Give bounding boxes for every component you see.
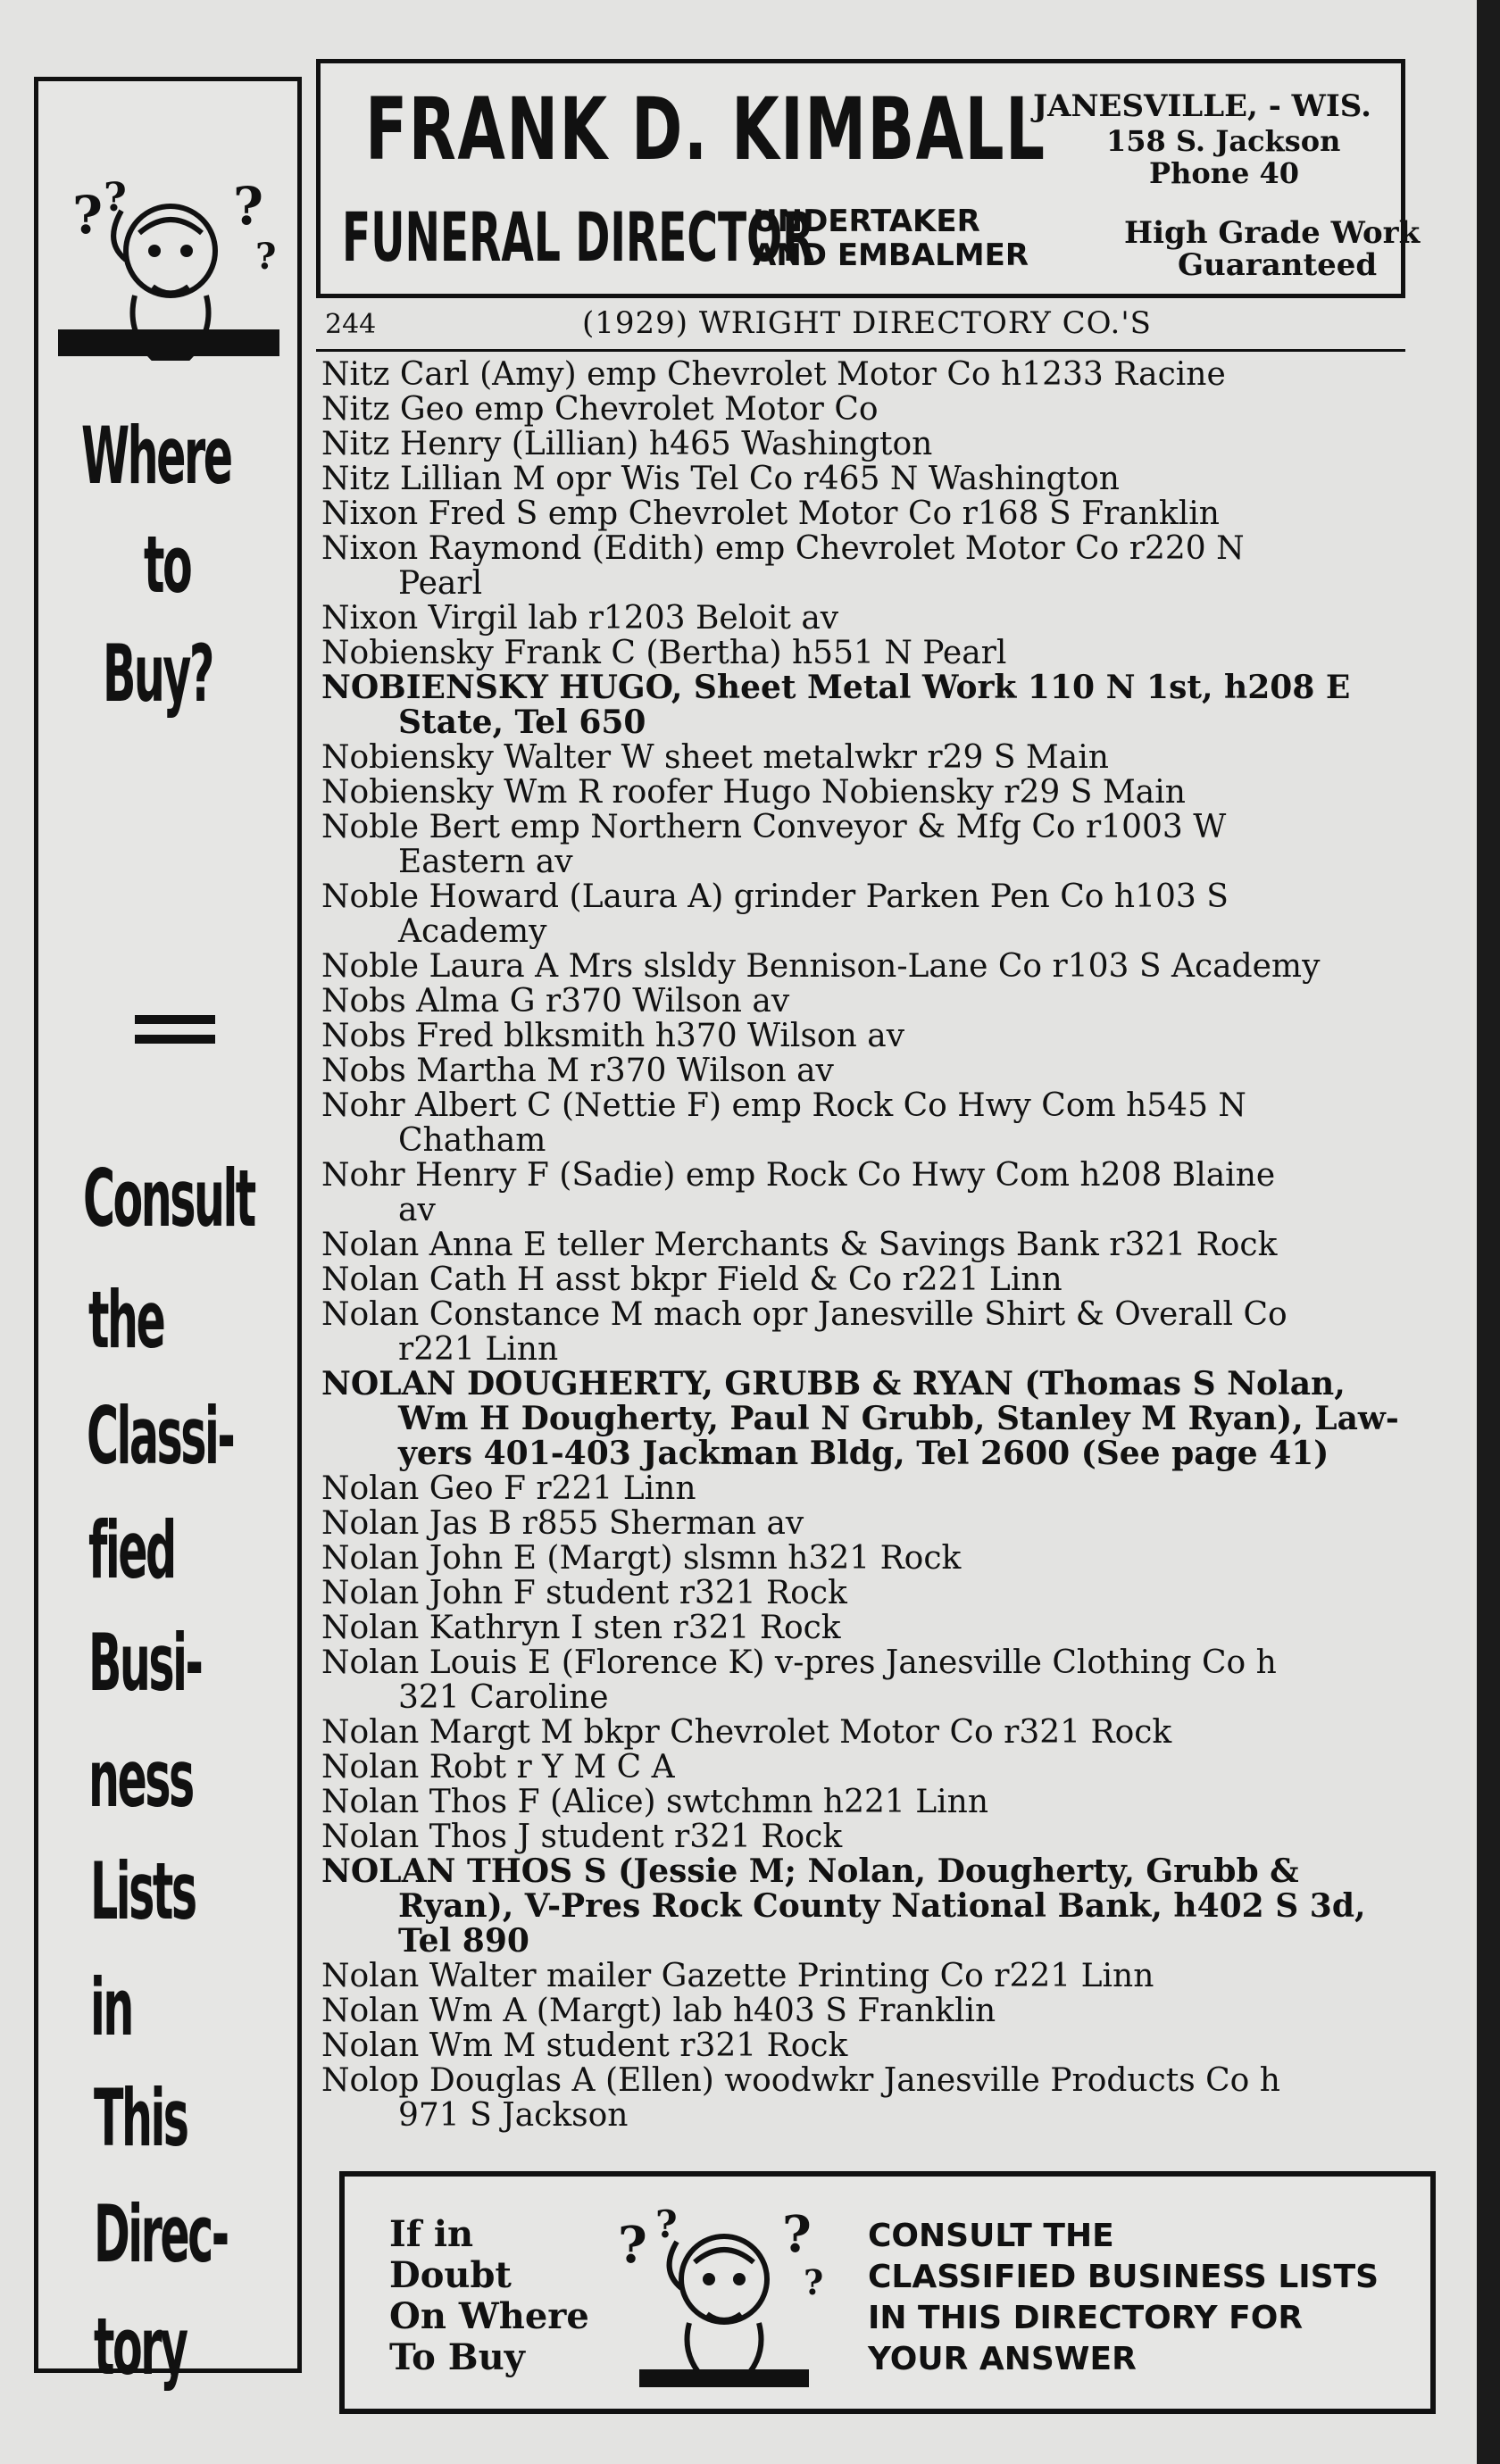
entry-line: Nolan Wm A (Margt) lab h403 S Franklin — [321, 1993, 996, 2029]
directory-entry — [321, 1471, 1429, 1506]
directory-entry — [321, 2063, 1429, 2133]
directory-entry — [321, 601, 1429, 636]
entry-continuation-line: State, Tel 650 — [398, 703, 646, 741]
entry-line: Nitz Lillian M opr Wis Tel Co r465 N Washington — [321, 461, 1120, 497]
funeral-director-ad — [316, 59, 1421, 298]
bottom-advertisement — [339, 2171, 1436, 2414]
directory-entry — [321, 2028, 1429, 2063]
svg-text:?: ? — [233, 176, 263, 237]
entry-continuation-line: Eastern av — [398, 844, 573, 880]
entry-continuation-line: av — [398, 1192, 436, 1228]
thinking-boy-icon — [612, 2194, 836, 2391]
entry-line: Nobs Alma G r370 Wilson av — [321, 983, 790, 1020]
bottom-ad-line: IN THIS DIRECTORY FOR — [868, 2300, 1304, 2336]
left-ad-word: fied — [88, 1504, 175, 1596]
services-line: AND EMBALMER — [753, 237, 1029, 273]
directory-entry — [321, 775, 1429, 810]
entry-line: Nolan Walter mailer Gazette Printing Co r221 Linn — [321, 1958, 1154, 1994]
directory-entry — [321, 1541, 1429, 1576]
svg-text:?: ? — [104, 175, 127, 221]
entry-line: Nolan Constance M mach opr Janesville Shirt & Overall Co — [321, 1296, 1288, 1333]
entry-continuation-line: Pearl — [398, 565, 483, 602]
guarantee-line: High Grade Work — [1124, 215, 1421, 251]
entry-line: Noble Howard (Laura A) grinder Parken Pen Co h103 S — [321, 878, 1229, 915]
directory-entry — [321, 1053, 1429, 1088]
directory-entry — [321, 879, 1429, 949]
left-ad-word: Lists — [90, 1845, 196, 1937]
svg-text:?: ? — [255, 236, 277, 278]
svg-text:?: ? — [618, 2216, 647, 2275]
entry-line: Nobiensky Frank C (Bertha) h551 N Pearl — [321, 635, 1007, 671]
left-ad-word: in — [90, 1961, 132, 2053]
business-services — [753, 204, 1029, 272]
directory-listings — [321, 357, 1429, 2133]
bottom-ad-right-text — [868, 2216, 1379, 2380]
entry-line: Nolan Kathryn I sten r321 Rock — [321, 1610, 841, 1646]
page-number: 244 — [325, 309, 377, 340]
services-line: UNDERTAKER — [753, 204, 980, 239]
entry-line: Nixon Raymond (Edith) emp Chevrolet Motor Co r220 N — [321, 530, 1245, 567]
directory-entry-featured — [321, 670, 1429, 740]
business-title: FUNERAL DIRECTOR — [342, 197, 815, 277]
entry-line: Noble Bert emp Northern Conveyor & Mfg Co r1003 W — [321, 809, 1227, 845]
business-name: FRANK D. KIMBALL — [365, 79, 1046, 179]
directory-entry — [321, 810, 1429, 879]
entry-line: Nixon Virgil lab r1203 Beloit av — [321, 600, 839, 637]
business-phone: Phone 40 — [1149, 156, 1299, 190]
left-advertisement — [34, 77, 302, 2393]
directory-entry — [321, 1645, 1429, 1715]
bottom-ad-line: On Where — [389, 2295, 589, 2337]
directory-entry — [321, 1019, 1429, 1053]
entry-continuation-line: r221 Linn — [398, 1331, 559, 1368]
bottom-ad-line: CLASSIFIED BUSINESS LISTS — [868, 2259, 1379, 2295]
left-ad-word: the — [88, 1274, 164, 1366]
entry-line: Nobiensky Walter W sheet metalwkr r29 S Main — [321, 739, 1109, 776]
directory-entry — [321, 392, 1429, 427]
entry-line: Nolan John E (Margt) slsmn h321 Rock — [321, 1540, 962, 1577]
directory-entry — [321, 462, 1429, 496]
directory-title: (1929) WRIGHT DIRECTORY CO.'S — [582, 305, 1152, 341]
entry-line: Nitz Henry (Lillian) h465 Washington — [321, 426, 933, 462]
svg-text:?: ? — [655, 2202, 678, 2246]
entry-line: Noble Laura A Mrs slsldy Bennison-Lane Co r103 S Academy — [321, 948, 1321, 985]
directory-entry — [321, 1611, 1429, 1645]
entry-continuation-line: Tel 890 — [398, 1922, 529, 1960]
entry-line: Nolan Thos F (Alice) swtchmn h221 Linn — [321, 1784, 989, 1820]
directory-entry — [321, 1088, 1429, 1158]
business-address: 158 S. Jackson — [1106, 124, 1341, 158]
left-ad-word: This — [94, 2072, 188, 2164]
entry-line: Nobs Martha M r370 Wilson av — [321, 1053, 834, 1089]
entry-line: Nitz Geo emp Chevrolet Motor Co — [321, 391, 879, 428]
guarantee-line: Guaranteed — [1178, 247, 1378, 283]
entry-line: Nolan John F student r321 Rock — [321, 1575, 847, 1611]
svg-text:?: ? — [804, 2262, 824, 2302]
directory-entry — [321, 1819, 1429, 1854]
left-ad-word: Direc- — [94, 2188, 228, 2280]
directory-entry — [321, 427, 1429, 462]
left-ad-word: Buy? — [103, 628, 212, 720]
directory-entry — [321, 1262, 1429, 1297]
equals-sign-bottom — [135, 1035, 215, 1044]
directory-entry — [321, 1750, 1429, 1785]
directory-entry — [321, 1994, 1429, 2028]
directory-entry — [321, 496, 1429, 531]
directory-entry — [321, 1506, 1429, 1541]
entry-line: Nolan Jas B r855 Sherman av — [321, 1505, 804, 1542]
entry-continuation-line: Wm H Dougherty, Paul N Grubb, Stanley M Ryan), Law- — [398, 1400, 1399, 1437]
entry-line: Nobs Fred blksmith h370 Wilson av — [321, 1018, 905, 1054]
entry-continuation-line: Academy — [398, 913, 547, 950]
left-ad-word: tory — [94, 2301, 187, 2393]
entry-line: Nohr Henry F (Sadie) emp Rock Co Hwy Com h208 Blaine — [321, 1157, 1276, 1194]
entry-line: NOBIENSKY HUGO, Sheet Metal Work 110 N 1st, h208 E — [321, 669, 1351, 706]
entry-line: Nohr Albert C (Nettie F) emp Rock Co Hwy Com h545 N — [321, 1087, 1246, 1124]
directory-entry — [321, 949, 1429, 984]
svg-text:?: ? — [782, 2205, 812, 2264]
directory-entry — [321, 1297, 1429, 1367]
left-ad-word: Classi- — [87, 1390, 234, 1482]
entry-line: Nitz Carl (Amy) emp Chevrolet Motor Co h1233 Racine — [321, 356, 1226, 393]
directory-entry — [321, 1959, 1429, 1994]
left-ad-word: ness — [88, 1733, 193, 1825]
directory-entry — [321, 357, 1429, 392]
entry-line: Nolan Wm M student r321 Rock — [321, 2027, 848, 2064]
directory-entry — [321, 1785, 1429, 1819]
entry-line: Nolan Anna E teller Merchants & Savings Bank r321 Rock — [321, 1227, 1278, 1263]
entry-line: Nolop Douglas A (Ellen) woodwkr Janesville Products Co h — [321, 2062, 1280, 2099]
mascot-desk-bar — [58, 329, 279, 356]
directory-entry-featured — [321, 1367, 1429, 1471]
entry-line: NOLAN DOUGHERTY, GRUBB & RYAN (Thomas S Nolan, — [321, 1365, 1346, 1403]
bottom-ad-line: To Buy — [389, 2336, 525, 2378]
entry-line: Nixon Fred S emp Chevrolet Motor Co r168 S Franklin — [321, 495, 1220, 532]
left-ad-word: Where — [81, 410, 231, 502]
bottom-ad-left-text — [389, 2214, 589, 2378]
page-edge-shadow — [1477, 0, 1500, 2464]
directory-entry — [321, 1576, 1429, 1611]
entry-continuation-line: 321 Caroline — [398, 1679, 609, 1716]
entry-continuation-line: Chatham — [398, 1122, 546, 1159]
directory-entry — [321, 531, 1429, 601]
entry-line: Nolan Cath H asst bkpr Field & Co r221 Linn — [321, 1261, 1062, 1298]
left-ad-word: to — [144, 519, 191, 611]
entry-line: NOLAN THOS S (Jessie M; Nolan, Dougherty, Grubb & — [321, 1852, 1299, 1890]
bottom-ad-line: Doubt — [389, 2254, 512, 2296]
entry-continuation-line: yers 401-403 Jackman Bldg, Tel 2600 (See page 41) — [398, 1435, 1329, 1472]
directory-entry — [321, 740, 1429, 775]
left-ad-word: Busi- — [88, 1617, 202, 1709]
svg-text:?: ? — [72, 185, 103, 246]
entry-line: Nolan Robt r Y M C A — [321, 1749, 675, 1786]
entry-line: Nolan Thos J student r321 Rock — [321, 1819, 843, 1855]
running-header — [316, 302, 1405, 352]
entry-line: Nobiensky Wm R roofer Hugo Nobiensky r29 S Main — [321, 774, 1186, 811]
entry-line: Nolan Louis E (Florence K) v-pres Janesville Clothing Co h — [321, 1644, 1277, 1681]
bottom-ad-line: YOUR ANSWER — [868, 2341, 1137, 2377]
directory-entry-featured — [321, 1854, 1429, 1959]
equals-sign-top — [135, 1015, 215, 1024]
entry-line: Nolan Margt M bkpr Chevrolet Motor Co r321 Rock — [321, 1714, 1172, 1751]
entry-line: Nolan Geo F r221 Linn — [321, 1470, 696, 1507]
directory-entry — [321, 1715, 1429, 1750]
left-ad-word: Consult — [83, 1153, 254, 1244]
business-city: JANESVILLE, - WIS. — [1033, 88, 1371, 124]
bottom-ad-line: If in — [389, 2213, 474, 2255]
directory-entry — [321, 984, 1429, 1019]
directory-entry — [321, 1228, 1429, 1262]
directory-entry — [321, 636, 1429, 670]
directory-entry — [321, 1158, 1429, 1228]
entry-continuation-line: 971 S Jackson — [398, 2097, 629, 2134]
entry-continuation-line: Ryan), V-Pres Rock County National Bank, h402 S 3d, — [398, 1887, 1366, 1925]
bottom-ad-line: CONSULT THE — [868, 2218, 1114, 2254]
